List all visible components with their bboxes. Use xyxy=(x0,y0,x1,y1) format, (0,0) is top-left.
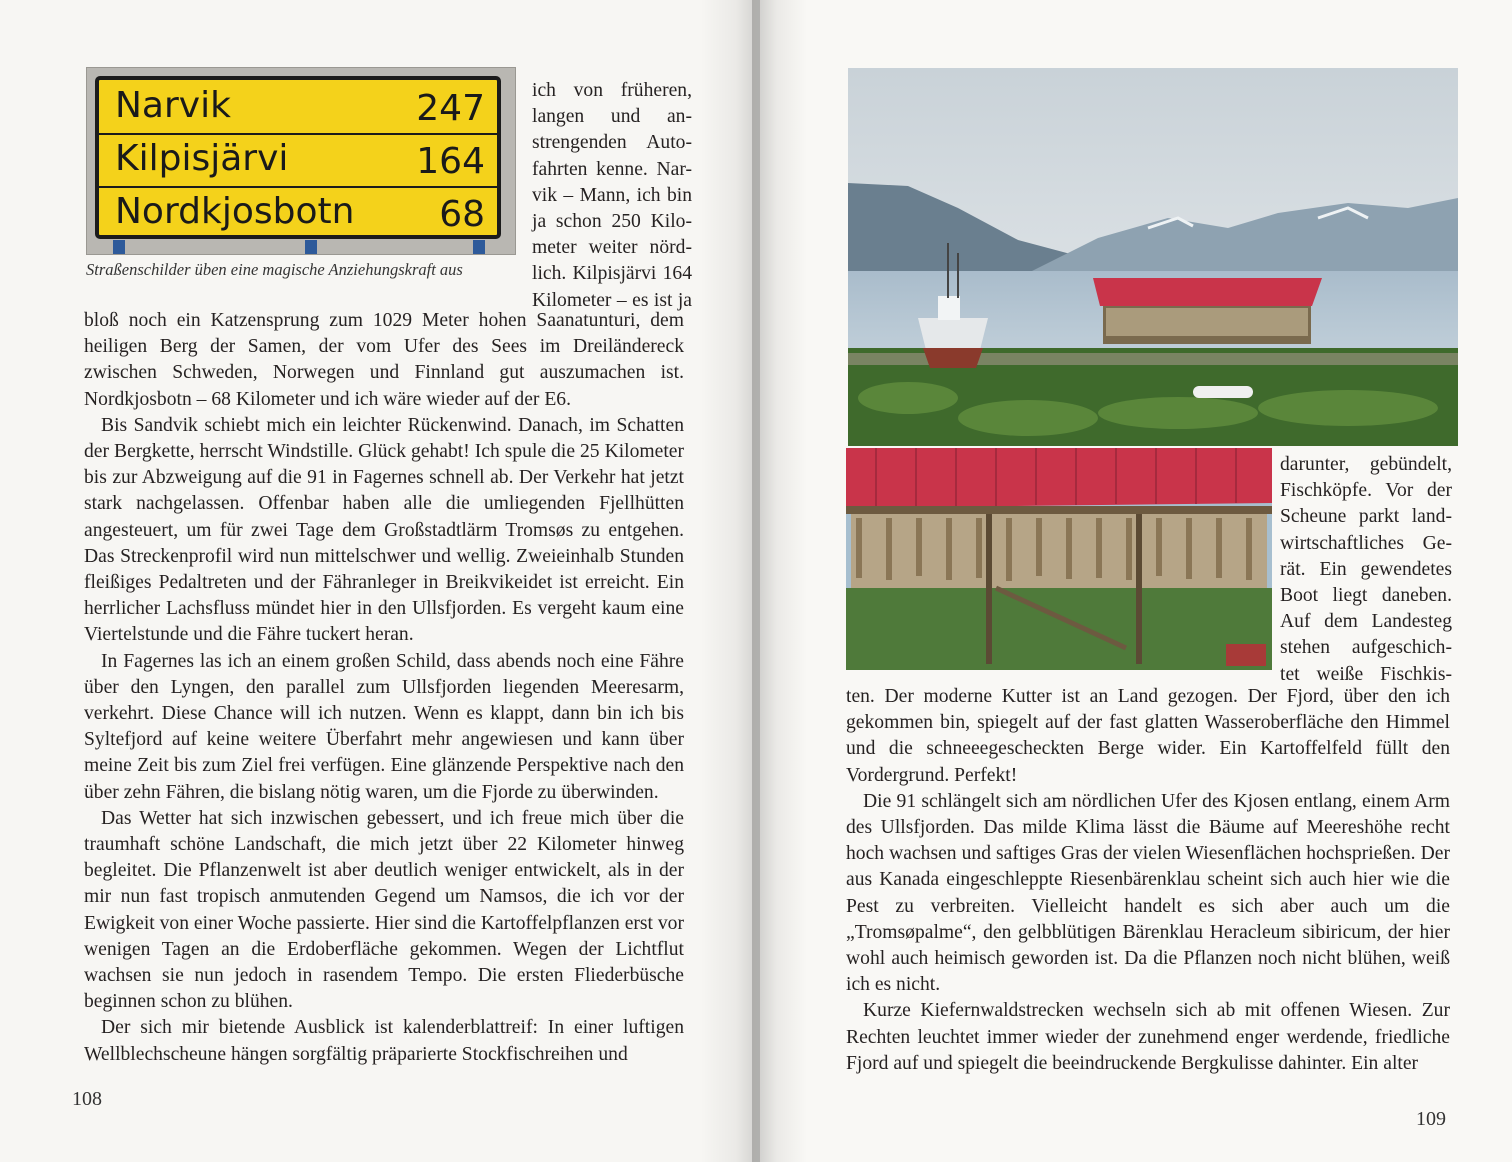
sign-place: Narvik xyxy=(115,85,231,126)
paragraph: In Fagernes las ich an einem großen Schild, dass abends noch eine Fähre über den Lyngen, den parallel zum Ullsfjorden liegenden Meeresarm, verkehrt. Diese Chance will ich nutzen. Wenn es klappt, dann bin ich bis Syltefjord auf keine weitere Überfahrt mehr angewiesen und kann über meine Zeit bis zum Ziel frei verfügen. Eine glänzende Perspektive nach den über zehn Fähren, die bislang nötig waren, um die Fjorde zu überwinden. xyxy=(84,650,684,803)
text-line: stehen aufgeschich- xyxy=(1280,637,1452,659)
paragraph: Die 91 schlängelt sich am nördlichen Ufer des Kjosen entlang, einem Arm des Ullsfjorden. Das milde Klima lässt die Bäume auf Meereshöhe recht hoch wachsen und saftiges Gras der vielen Wiesenflächen hochsprießen. Der aus Kanada eingeschleppte Riesenbärenklau scheint sich auch hier wie die Pest zu verbreiten. Vielleicht handelt es sich aber auch um die „Tromsøpalme“, den gelbblütigen Bärenklau Heracleum sibiricum, der hier wohl auch heimisch geworden ist. Da die Pflanzen noch nicht blühen, weiß ich es nicht. xyxy=(846,790,1450,996)
page-number: 109 xyxy=(1416,1108,1446,1130)
sign-post xyxy=(113,240,125,254)
sign-post xyxy=(305,240,317,254)
text-line: meter weiter nörd- xyxy=(532,237,692,259)
fish-drying-rack-photo xyxy=(846,448,1272,670)
wrapped-text-column xyxy=(1280,452,1452,688)
text-line: Scheune parkt land- xyxy=(1280,506,1452,528)
text-line: vik – Mann, ich bin xyxy=(532,184,692,206)
left-page xyxy=(0,0,752,1162)
body-text xyxy=(84,308,684,1068)
fjord-landscape-photo xyxy=(848,68,1458,446)
text-line: Kilometer – es ist ja xyxy=(532,289,692,311)
text-line: rät. Ein gewendetes xyxy=(1280,558,1452,580)
paragraph: Das Wetter hat sich inzwischen gebessert, und ich freue mich über die traumhaft schöne Landschaft, die mich jetzt über 22 Kilometer hinweg begleitet. Die Pflanzenwelt ist aber deutlich weniger entwickelt, als in der mir nun fast tropisch anmutenden Gegend um Namsos, die ich vor der Ewigkeit von einer Woche passierte. Hier sind die Kartoffelpflanzen erst vor wenigen Tagen an die Erdoberfläche gekommen. Wegen der Lichtflut wachsen sie nun jedoch in rasendem Tempo. Die ersten Fliederbüsche beginnen schon zu blühen. xyxy=(84,807,685,1013)
sign-row xyxy=(99,80,497,135)
sign-place: Nordkjosbotn xyxy=(115,191,355,232)
road-sign-photo xyxy=(86,67,516,255)
text-line: Auf dem Landesteg xyxy=(1280,611,1452,633)
road-sign xyxy=(95,76,501,239)
paragraph: Der sich mir bietende Ausblick ist kalenderblattreif: In einer luftigen Wellblechscheune hängen sorgfältig präparierte Stockfischreihen und xyxy=(84,1017,684,1065)
text-line: ja schon 250 Kilo- xyxy=(532,211,692,233)
text-line: langen und an- xyxy=(532,106,692,128)
text-line: wirtschaftliches Ge- xyxy=(1280,532,1452,554)
text-line: tet weiße Fischkis- xyxy=(1280,663,1452,685)
sign-row xyxy=(99,186,497,235)
book-gutter-shadow xyxy=(752,0,807,1162)
page-number: 108 xyxy=(72,1088,102,1110)
text-line: Fischköpfe. Vor der xyxy=(1280,480,1452,502)
text-line: lich. Kilpisjärvi 164 xyxy=(532,263,692,285)
book-gutter-shadow xyxy=(700,0,760,1162)
sign-distance: 247 xyxy=(416,88,485,129)
text-line: darunter, gebündelt, xyxy=(1280,454,1452,475)
text-line: fahrten kenne. Nar- xyxy=(532,158,692,180)
sign-row xyxy=(99,133,497,188)
paragraph: bloß noch ein Katzensprung zum 1029 Meter hohen Saanatunturi, dem heiligen Berg der Samen, der vom Ufer des Sees im Dreiländereck zwischen Schweden, Norwegen und Finnland gut auszumachen ist. Nordkjosbotn – 68 Kilometer und ich wäre wieder auf der E6. xyxy=(84,310,684,410)
right-page xyxy=(752,0,1512,1162)
wrapped-text-column xyxy=(532,78,692,314)
sign-post xyxy=(473,240,485,254)
sign-place: Kilpisjärvi xyxy=(115,138,289,179)
paragraph: Kurze Kiefernwaldstrecken wechseln sich ab mit offenen Wiesen. Zur Rechten leuchtet immer wieder der zunehmend enger werdende, friedliche Fjord auf und spiegelt die beeindruckende Bergkulisse dahinter. Ein alter xyxy=(846,1000,1450,1074)
text-line: strengenden Auto- xyxy=(532,132,692,154)
sign-distance: 68 xyxy=(439,194,485,235)
body-text xyxy=(846,684,1450,1077)
paragraph: ten. Der moderne Kutter ist an Land gezogen. Der Fjord, über den ich gekommen bin, spiegelt auf der fast glatten Wasseroberfläche den Himmel und die schneeegescheckten Berge wider. Ein Kartoffelfeld füllt den Vordergrund. Perfekt! xyxy=(846,686,1450,786)
text-line: ich von früheren, xyxy=(532,80,692,101)
sign-distance: 164 xyxy=(416,141,485,182)
text-line: Boot liegt daneben. xyxy=(1280,585,1452,607)
photo-caption: Straßenschilder üben eine magische Anziehungskraft aus xyxy=(86,260,463,279)
paragraph: Bis Sandvik schiebt mich ein leichter Rückenwind. Danach, im Schatten der Bergkette, herrscht Windstille. Glück gehabt! Ich spule die 25 Kilometer bis zur Abzweigung auf die 91 in Fagernes schnell ab. Der Verkehr hat jetzt stark nachgelassen. Offenbar haben alle die umliegenden Fjellhütten angesteuert, um für zwei Tage dem Großstadtlärm Tromsøs zu entgehen. Das Streckenprofil wird nun mittelschwer und wellig. Zweieinhalb Stunden fleißiges Pedaltreten und der Fähranleger in Breikvikeidet ist erreicht. Ein herrlicher Lachsfluss mündet hier in den Ullsfjorden. Es vergeht kaum eine Viertelstunde und die Fähre tuckert heran. xyxy=(84,414,684,646)
